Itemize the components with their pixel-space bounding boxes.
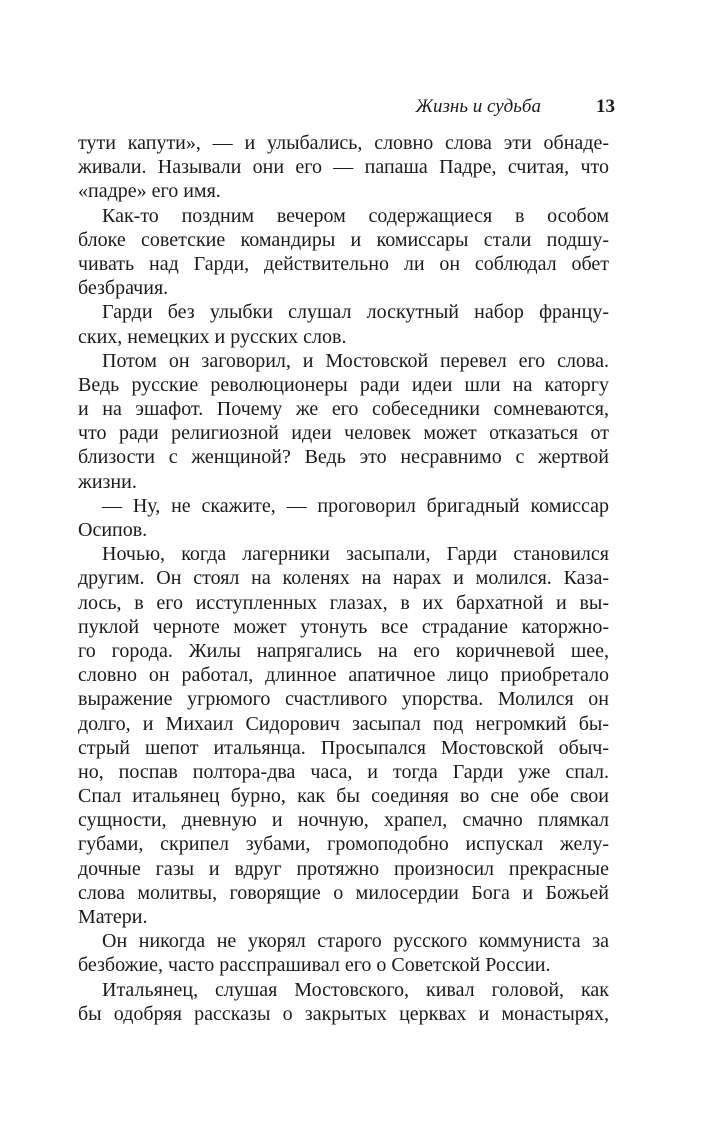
text-line: го города. Жилы напрягались на его коричневой шее, <box>78 639 609 662</box>
page-header <box>400 96 615 122</box>
text-line: Он никогда не укорял старого русского коммуниста за <box>102 930 609 953</box>
text-line: Спал итальянец бурно, как бы соединяя во сне обе свои <box>78 785 609 808</box>
text-line: лось, в его исступленных глазах, в их бархатной и вы- <box>78 591 609 614</box>
page-number: 13 <box>596 96 615 117</box>
text-line: бы одобряя рассказы о закрытых церквах и монастырях, <box>78 1002 609 1025</box>
text-line: безбожие, часто расспрашивал его о Советской России. <box>78 954 551 977</box>
text-line: Как-то поздним вечером содержащиеся в особом <box>102 204 609 227</box>
text-line: слова молитвы, говорящие о милосердии Бога и Божьей <box>78 881 609 904</box>
text-line: губами, скрипел зубами, громоподобно испускал желу- <box>78 833 609 856</box>
text-line: живали. Называли они его — папаша Падре, считая, что <box>78 156 609 179</box>
text-line: стрый шепот итальянца. Просыпался Мостовской обыч- <box>78 736 609 759</box>
text-line: дочные газы и вдруг протяжно произносил прекрасные <box>78 857 609 880</box>
text-line: близости с женщиной? Ведь это несравнимо с жертвой <box>78 446 609 469</box>
text-line: пуклой черноте может утонуть все страдание каторжно- <box>78 615 609 638</box>
text-line: но, поспав полтора-два часа, и тогда Гарди уже спал. <box>78 760 609 783</box>
running-title: Жизнь и судьба <box>415 96 541 117</box>
text-line: словно он работал, длинное апатичное лицо приобретало <box>78 664 609 687</box>
text-line: Осипов. <box>78 519 148 541</box>
text-line: безбрачия. <box>78 277 169 300</box>
text-line: Гарди без улыбки слушал лоскутный набор францу- <box>102 301 609 324</box>
text-line: Потом он заговорил, и Мостовской перевел его слова. <box>102 349 609 372</box>
text-line: жизни. <box>78 470 137 493</box>
text-line: и на эшафот. Почему же его собеседники сомневаются, <box>78 398 609 421</box>
text-line: тути капути», — и улыбались, словно слова эти обнаде- <box>78 132 609 154</box>
text-line: долго, и Михаил Сидорович засыпал под негромкий бы- <box>78 712 609 735</box>
text-line: Ночью, когда лагерники засыпали, Гарди становился <box>102 543 609 566</box>
body-text <box>78 131 609 1026</box>
text-line: Ведь русские революционеры ради идеи шли на каторгу <box>78 373 609 396</box>
text-line: другим. Он стоял на коленях на нарах и молился. Каза- <box>78 567 609 590</box>
text-line: сущности, дневную и ночную, храпел, смачно плямкал <box>78 809 609 832</box>
text-line: чивать над Гарди, действительно ли он соблюдал обет <box>78 252 609 275</box>
text-line: Матери. <box>78 906 148 928</box>
text-line: что ради религиозной идеи человек может отказаться от <box>78 422 609 445</box>
text-line: ских, немецких и русских слов. <box>78 325 347 348</box>
text-line: — Ну, не скажите, — проговорил бригадный комиссар <box>102 494 609 517</box>
text-line: Итальянец, слушая Мостовского, кивал головой, как <box>102 978 609 1001</box>
text-line: блоке советские командиры и комиссары стали подшу- <box>78 228 609 251</box>
text-line: выражение угрюмого счастливого упорства. Молился он <box>78 688 609 711</box>
text-line: «падре» его имя. <box>78 180 221 203</box>
